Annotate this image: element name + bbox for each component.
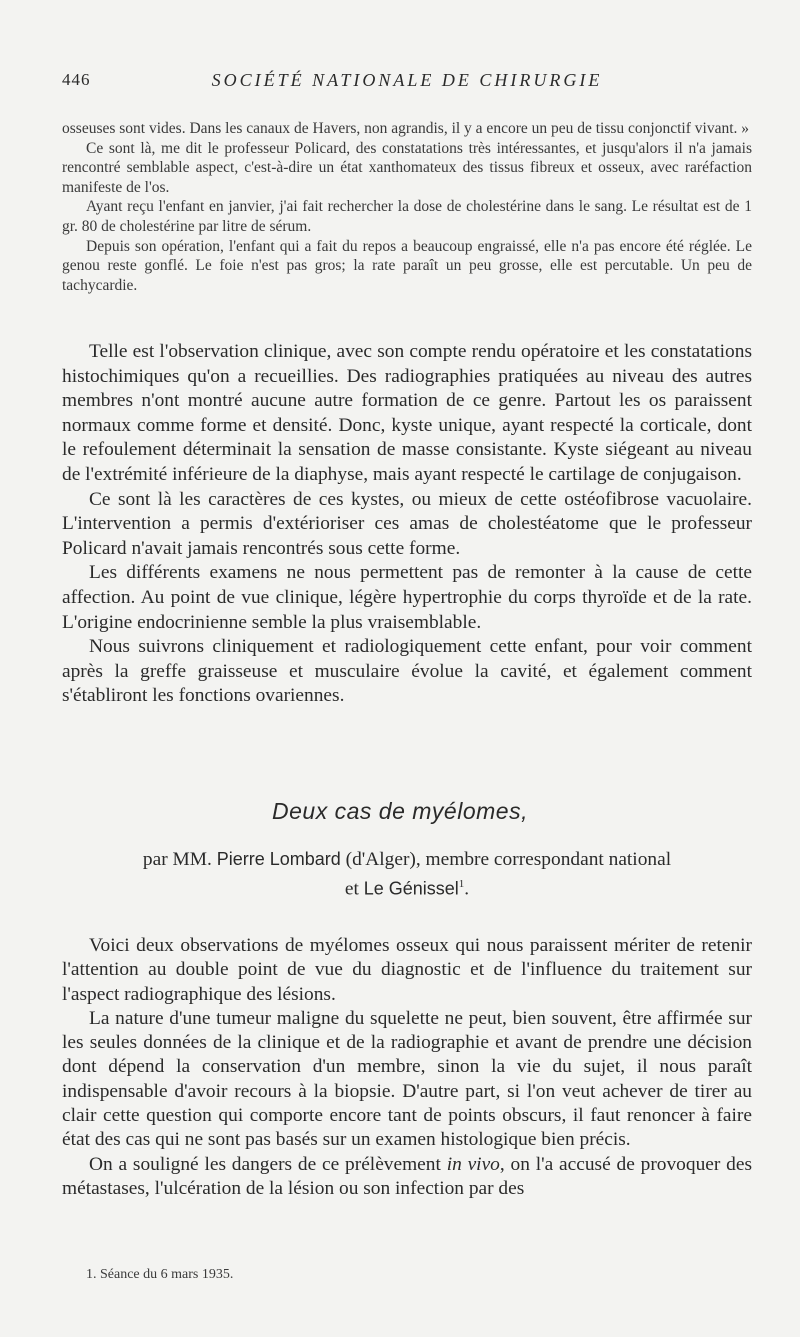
body-paragraph: Nous suivrons cliniquement et radiologiquement cette enfant, pour voir comment après la greffe graisseuse et musculaire évolue la cavité, et également comment s'établiront les fonctions ovariennes. — [62, 636, 752, 707]
byline-affiliation: (d'Alger), membre correspondant national — [345, 849, 672, 870]
body-paragraph: Les différents examens ne nous permettent pas de remonter à la cause de cette affection. Au point de vue clinique, légère hypertrophie du corps thyroïde et de la rate. L'origine endocrinienne semble la plus vraisemblable. — [62, 562, 752, 633]
paragraph-text: On a souligné les dangers de ce prélèvement — [89, 1153, 441, 1175]
author-name: Pierre Lombard — [216, 849, 341, 869]
byline-prefix: par MM. — [142, 849, 212, 870]
byline-conjunction: et — [344, 878, 359, 900]
footnote-marker: 1 — [458, 878, 465, 890]
body-paragraph: Ce sont là les caractères de ces kystes, ou mieux de cette ostéofibrose vacuolaire. L'intervention a permis d'extérioriser ces amas de cholestéatome que le professeur Policard n'avait jamais rencontrés sous cette forme. — [62, 488, 752, 559]
page-header — [62, 70, 752, 94]
conclusion-text — [62, 340, 752, 709]
italic-term: in vivo — [446, 1153, 500, 1175]
body-paragraph: Voici deux observations de myélomes osseux qui nous paraissent mériter de retenir l'attention au double point de vue du diagnostic et de l'influence du traitement sur l'aspect radiographique des lésions. — [62, 935, 752, 1005]
running-head: SOCIÉTÉ NATIONALE DE CHIRURGIE — [211, 70, 603, 90]
observation-notes — [62, 119, 752, 295]
body-paragraph: Telle est l'observation clinique, avec son compte rendu opératoire et les constatations histochimiques qu'on a recueillies. Des radiographies pratiquées au niveau des autres membres n'ont montré aucune autre formation de ce genre. Partout les os paraissent normaux comme forme et densité. Donc, kyste unique, ayant respecté la corticale, dont le refoulement déterminait la sensation de masse consistante. Kyste siégeant au niveau de l'extrémité inférieure de la diaphyse, mais ayant respecté le cartilage de conjugaison. — [62, 341, 752, 485]
article-body — [62, 934, 752, 1201]
observation-paragraph: Depuis son opération, l'enfant qui a fait du repos a beaucoup engraissé, elle n'a pas encore été réglée. Le genou reste gonflé. Le foie n'est pas gros; la rate paraît un peu grosse, elle est percutable. Un peu de tachycardie. — [62, 237, 752, 294]
body-paragraph: La nature d'une tumeur maligne du squelette ne peut, bien souvent, être affirmée sur les seules données de la clinique et de la radiographie et avant de prendre une décision dont dépend la conservation d'un membre, sinon la vie du sujet, il nous paraît indispensable d'avoir recours à la biopsie. D'autre part, si l'on veut achever de tirer au clair cette question qui comporte encore tant de points obscurs, il faut renoncer à faire état des cas qui ne sont pas basés sur un examen histologique bien précis. — [62, 1007, 752, 1151]
byline-end: . — [464, 878, 470, 900]
article-byline — [62, 847, 752, 901]
article-title: Deux cas de myélomes, — [272, 798, 528, 824]
observation-paragraph: Ayant reçu l'enfant en janvier, j'ai fait rechercher la dose de cholestérine dans le sang. Le résultat est de 1 gr. 80 de cholestérine par litre de sérum. — [62, 198, 752, 235]
footnote: 1. Séance du 6 mars 1935. — [86, 1267, 234, 1282]
author-name: Le Génissel — [363, 878, 459, 899]
page-number: 446 — [62, 70, 91, 89]
observation-paragraph: Ce sont là, me dit le professeur Policard, des constatations très intéressantes, et jusqu'alors il n'a jamais rencontré semblable aspect, c'est-à-dire un état xanthomateux des tissus fibreux et osseux, avec raréfaction manifeste de l'os. — [62, 139, 752, 196]
observation-paragraph: osseuses sont vides. Dans les canaux de Havers, non agrandis, il y a encore un peu de tissu conjonctif vivant. » — [62, 120, 750, 137]
body-paragraph — [62, 1153, 752, 1202]
paragraph-text: , on l'a accusé de provoquer des métastases, l'ulcération de la lésion ou son infection par des — [62, 1153, 752, 1199]
